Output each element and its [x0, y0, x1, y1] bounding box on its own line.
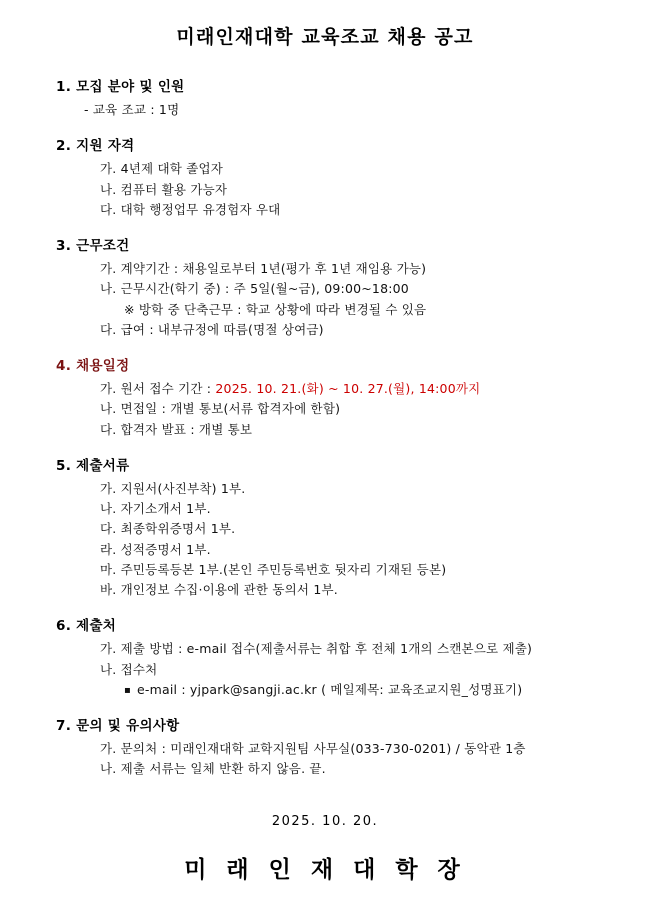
- section-recruit-field: [38, 75, 612, 120]
- section-work-conditions: [38, 234, 612, 340]
- section-line: 다. 급여 : 내부규정에 따름(명절 상여금): [100, 321, 324, 337]
- application-period-value: 2025. 10. 21.(화) ~ 10. 27.(월), 14:00까지: [215, 381, 481, 396]
- section-line: 가. 제출 방법 : e-mail 접수(제출서류는 취합 후 전체 1개의 스캔본으로 제출): [100, 641, 533, 657]
- section-line: 다. 합격자 발표 : 개별 통보: [100, 421, 253, 437]
- section-line: - 교육 조교 : 1명: [84, 102, 180, 117]
- application-period-label: 가. 원서 접수 기간 :: [100, 381, 216, 396]
- section-heading: 5. 제출서류: [56, 457, 130, 474]
- section-line: 가. 문의처 : 미래인재대학 교학지원팀 사무실(033-730-0201) / 동악관 1층: [100, 741, 526, 756]
- section-line: 나. 근무시간(학기 중) : 주 5일(월~금), 09:00~18:00: [100, 281, 409, 297]
- section-line: 나. 면접일 : 개별 통보(서류 합격자에 한함): [100, 401, 341, 417]
- section-submission: [38, 614, 612, 700]
- section-line: 나. 접수처: [100, 661, 158, 677]
- section-heading: 2. 지원 자격: [56, 138, 135, 155]
- section-heading: 4. 채용일정: [56, 358, 130, 374]
- section-qualification: [38, 134, 612, 220]
- section-line: 가. 계약기간 : 채용일로부터 1년(평가 후 1년 재임용 가능): [100, 261, 427, 276]
- section-heading: 6. 제출처: [56, 618, 117, 635]
- section-line-application-period: [100, 379, 612, 399]
- section-line: 다. 최종학위증명서 1부.: [100, 521, 236, 537]
- section-line: 다. 대학 행정업무 유경험자 우대: [100, 201, 281, 217]
- section-line: 가. 4년제 대학 졸업자: [100, 161, 224, 177]
- section-heading: 7. 문의 및 유의사항: [56, 718, 180, 734]
- section-line: 마. 주민등록등본 1부.(본인 주민등록번호 뒷자리 기재된 등본): [100, 561, 447, 577]
- section-line: 나. 제출 서류는 일체 반환 하지 않음. 끝.: [100, 761, 326, 777]
- section-line: 나. 자기소개서 1부.: [100, 501, 211, 516]
- section-line: 가. 지원서(사진부착) 1부.: [100, 480, 246, 496]
- section-schedule: [38, 354, 612, 440]
- section-line-email: ▪ e-mail : yjpark@sangji.ac.kr ( 메일제목: 교육조교지원_성명표기): [124, 680, 612, 700]
- section-line: 나. 컴퓨터 활용 가능자: [100, 181, 228, 197]
- page-title: 미래인재대학 교육조교 채용 공고: [176, 26, 474, 48]
- section-contact: [38, 714, 612, 780]
- section-line: 바. 개인정보 수집·이용에 관한 동의서 1부.: [100, 582, 338, 597]
- section-heading: 1. 모집 분야 및 인원: [56, 79, 185, 95]
- signature-authority: 미 래 인 재 대 학 장: [184, 856, 466, 883]
- section-line: 라. 성적증명서 1부.: [100, 541, 211, 557]
- section-heading: 3. 근무조건: [56, 238, 130, 254]
- issue-date: 2025. 10. 20.: [271, 813, 379, 829]
- section-note: ※ 방학 중 단축근무 : 학교 상황에 따라 변경될 수 있음: [124, 301, 427, 317]
- section-documents: [38, 454, 612, 601]
